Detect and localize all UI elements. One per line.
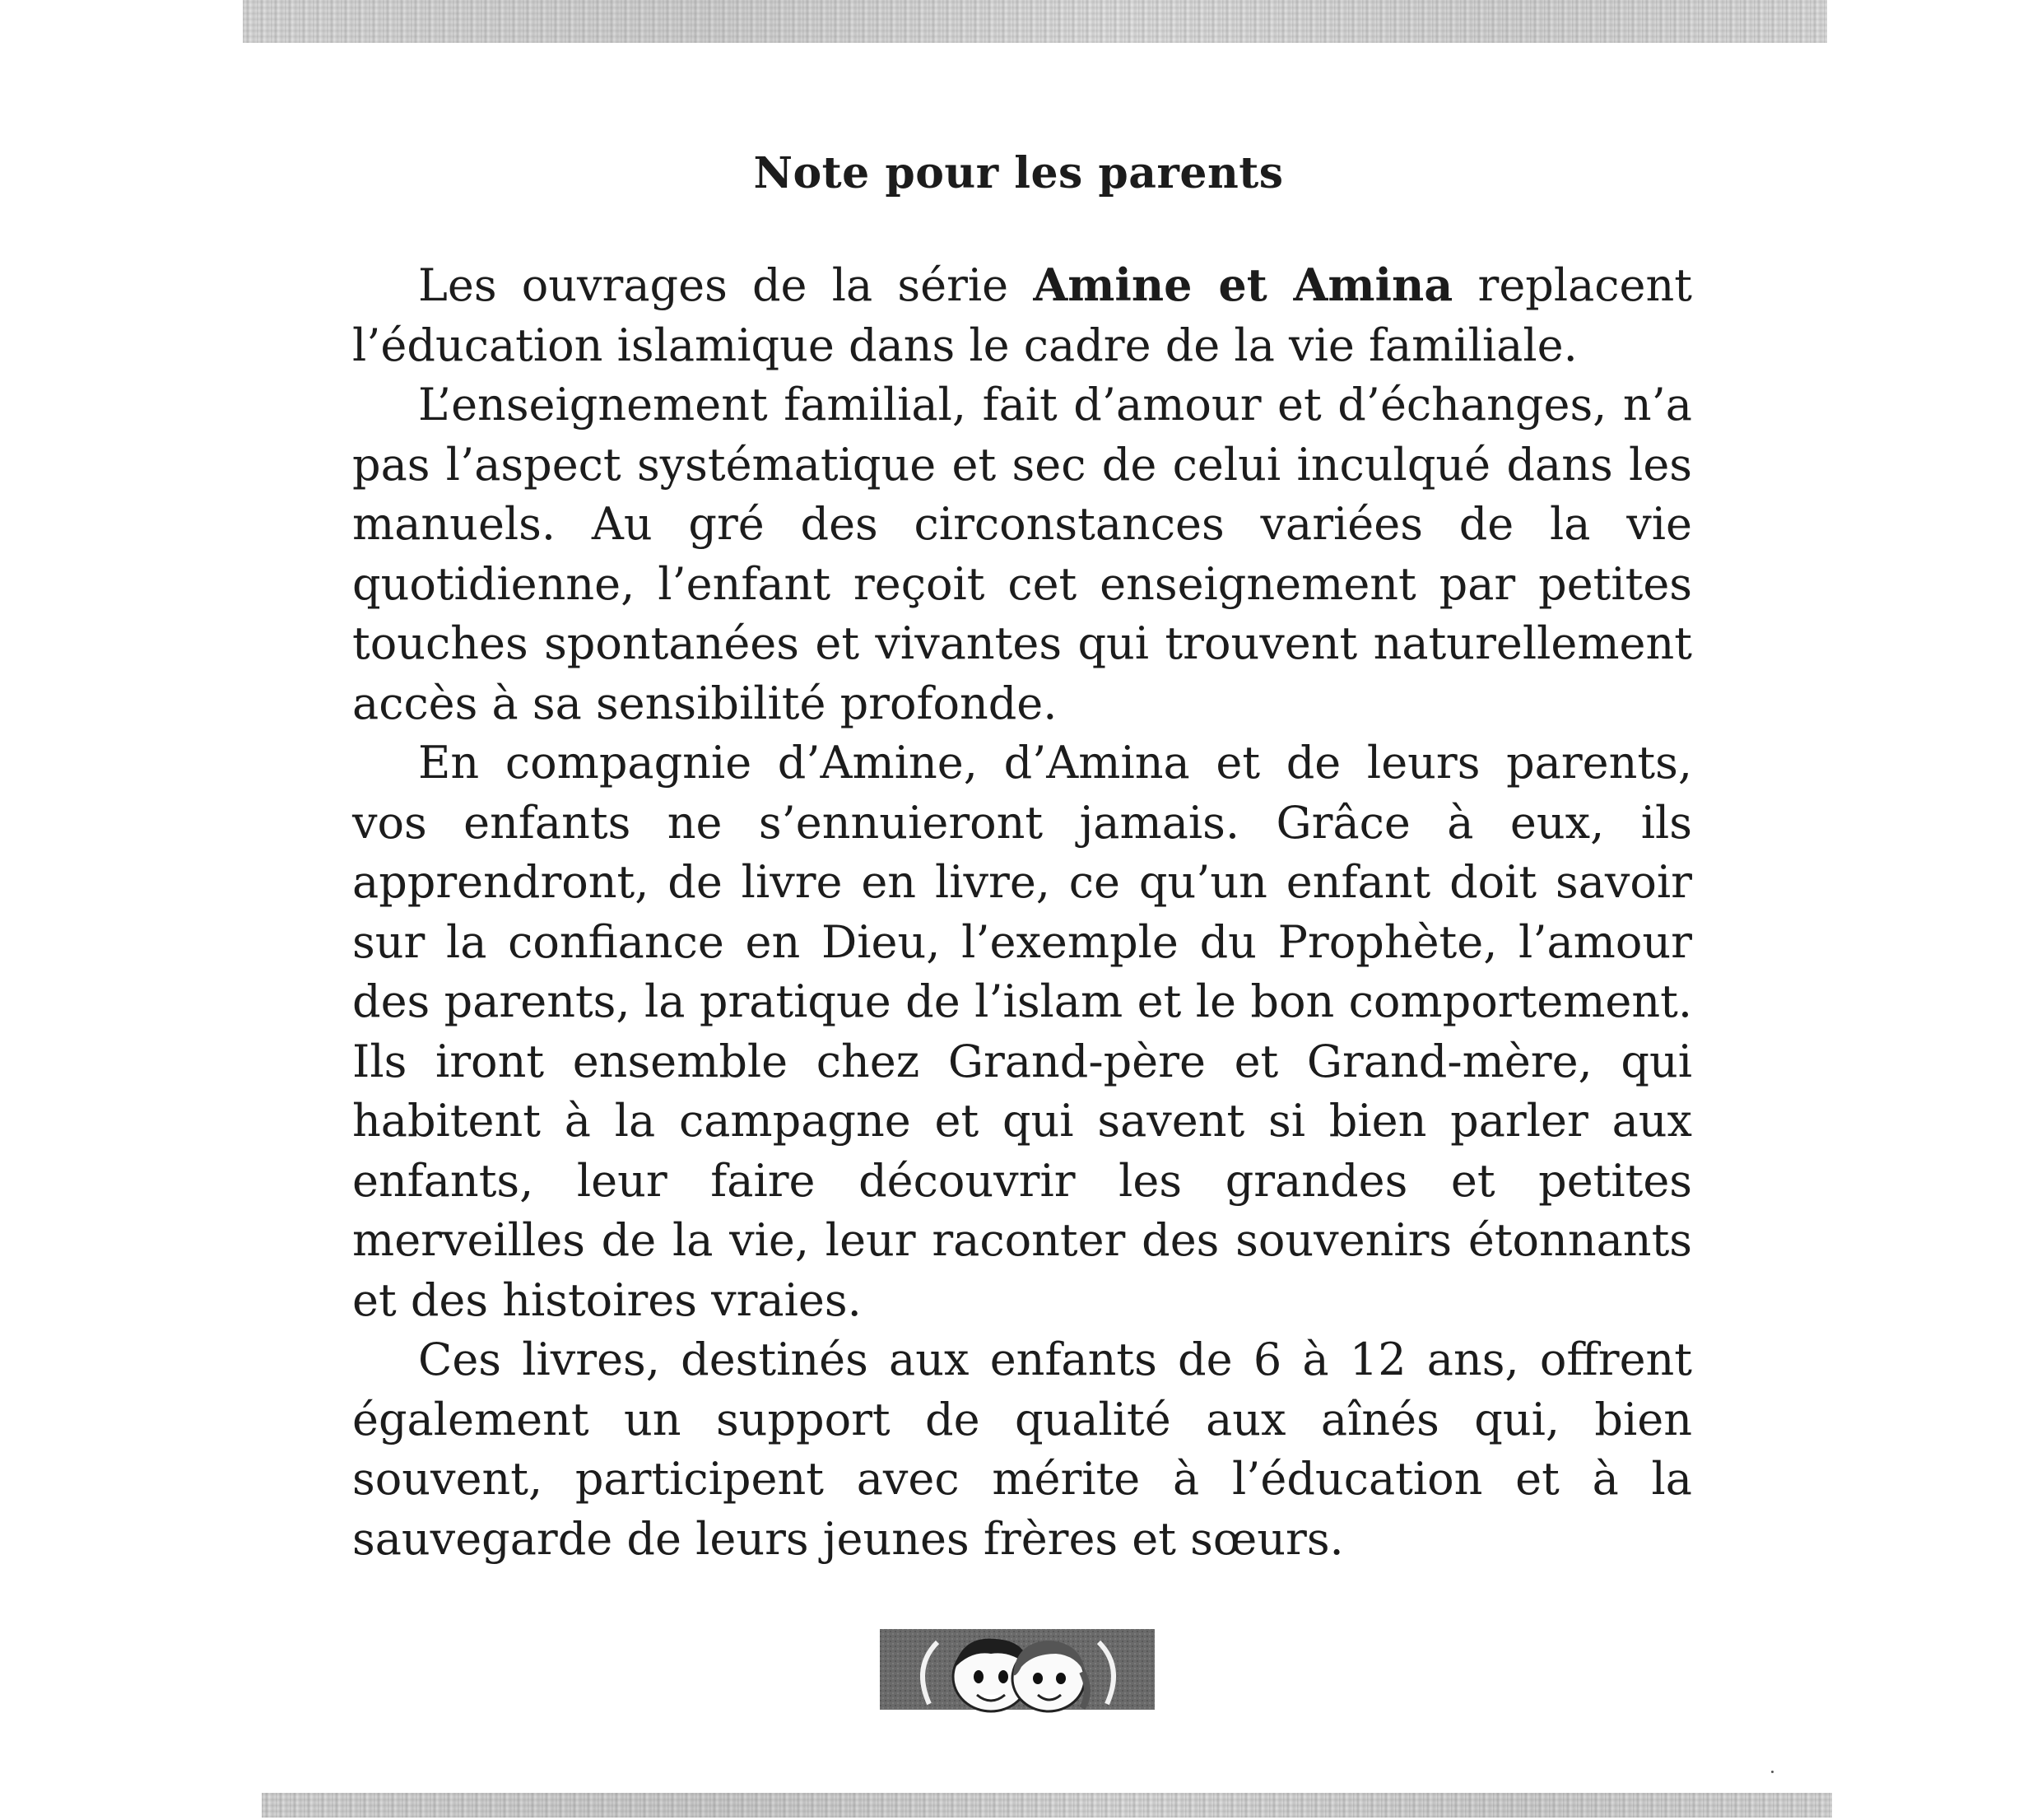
- scan-border-top: [243, 0, 1827, 43]
- page-title: Note pour les parents: [753, 148, 1284, 198]
- paragraph-family-teaching: L’enseignement familial, fait d’amour et d’échanges, n’a pas l’aspect systématique et sec de celui inculqué dans les manuels. Au gré des circonstances variées de la vie quotidienne, l’enfant reçoit cet enseignement par petites touches spontanées et vivantes qui trouvent naturellement accès à sa sensibilité profonde.: [352, 379, 1692, 729]
- paragraph-companions: En compagnie d’Amine, d’Amina et de leurs parents, vos enfants ne s’ennuieront jamais. Grâce à eux, ils apprendront, de livre en livre, ce qu’un enfant doit savoir sur la confiance en Dieu, l’exemple du Prophète, l’amour des parents, la pratique de l’islam et le bon comportement. Ils iront ensemble chez Grand-père et Grand-mère, qui habitent à la campagne et qui savent si bien parler aux enfants, leur faire découvrir les grandes et petites merveilles de la vie, leur raconter des souvenirs étonnants et des histoires vraies.: [352, 737, 1692, 1326]
- scan-speck: [1771, 1771, 1774, 1773]
- amine-amina-faces-icon: [880, 1626, 1155, 1713]
- paragraph-intro-tail: replacent l’éducation islamique dans le cadre de la vie familiale.: [352, 259, 1692, 371]
- paragraph-intro: [352, 255, 1692, 375]
- paragraph-intro-lead: Les ouvrages de la série: [418, 259, 1034, 311]
- scan-border-bottom: [262, 1793, 1832, 1818]
- body-text: [352, 255, 1692, 1569]
- paragraph-audience: Ces livres, destinés aux enfants de 6 à 12 ans, offrent également un support de qualité aux aînés qui, bien souvent, participent avec mérite à l’éducation et à la sauvegarde de leurs jeunes frères et sœurs.: [352, 1334, 1692, 1565]
- series-name: Amine et Amina: [1033, 258, 1453, 311]
